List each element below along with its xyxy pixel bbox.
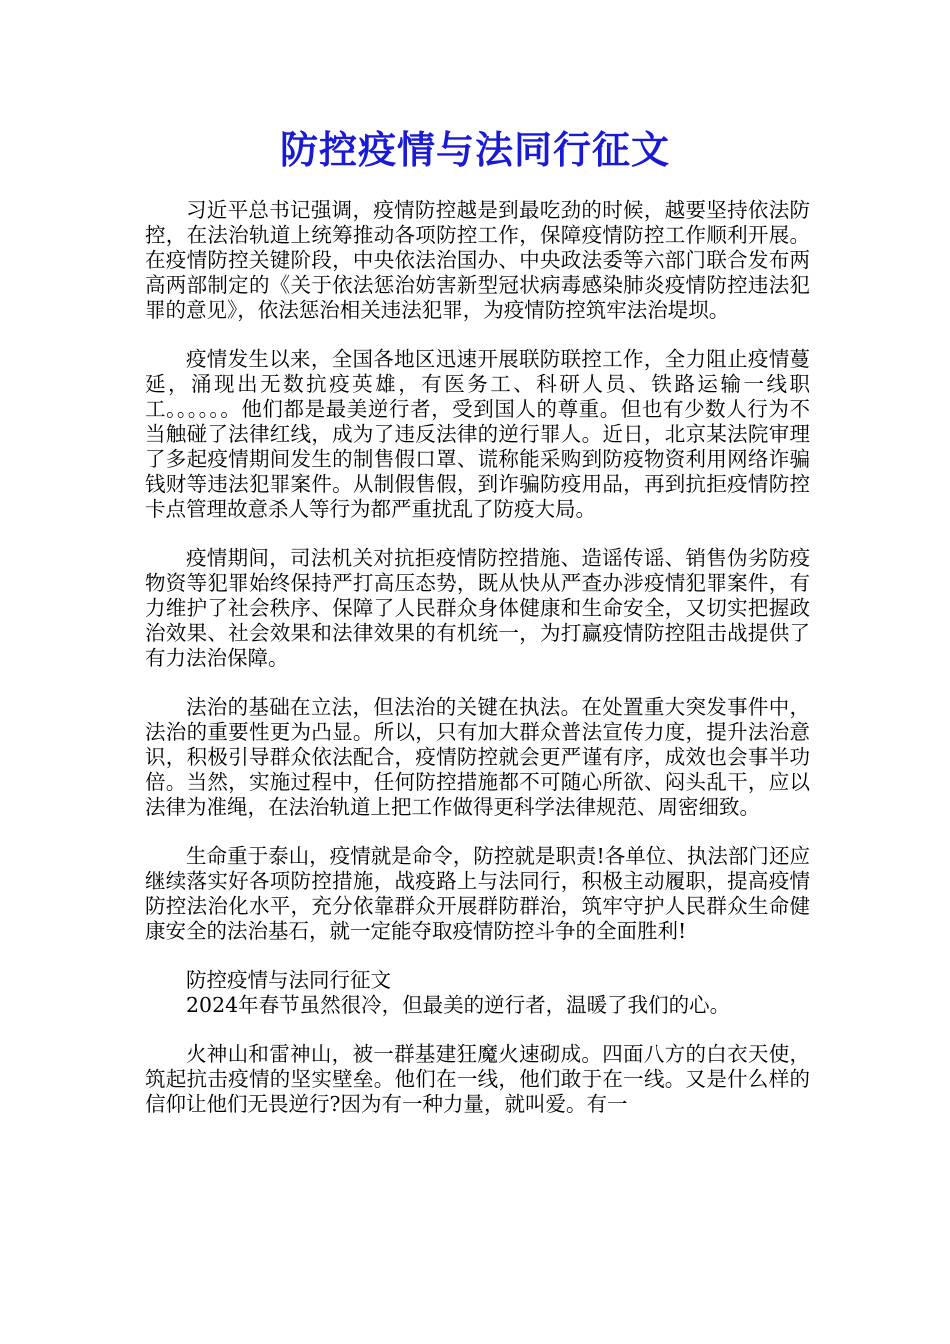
paragraph-4: 法治的基础在立法，但法治的关键在执法。在处置重大突发事件中，法治的重要性更为凸显。所以，只有加大群众普法宣传力度，提升法治意识，积极引导群众依法配合，疫情防控就会更严谨有序，成效也会事半功倍。当然，实施过程中，任何防控措施都不可随心所欲、闷头乱干，应以法律为准绳，在法治轨道上把工作做得更科学法律规范、周密细致。	[145, 695, 810, 819]
paragraph-6: 2024年春节虽然很冷，但最美的逆行者，温暖了我们的心。	[186, 993, 731, 1017]
section-heading: 防控疫情与法同行征文	[186, 968, 391, 992]
paragraph-3: 疫情期间，司法机关对抗拒疫情防控措施、造谣传谣、销售伪劣防疫物资等犯罪始终保持严打高压态势，既从快从严查办涉疫情犯罪案件，有力维护了社会秩序、保障了人民群众身体健康和生命安全，又切实把握政治效果、社会效果和法律效果的有机统一，为打赢疫情防控阻击战提供了有力法治保障。	[145, 546, 810, 670]
document-title: 防控疫情与法同行征文	[279, 127, 670, 172]
paragraph-7: 火神山和雷神山，被一群基建狂魔火速砌成。四面八方的白衣天使，筑起抗击疫情的坚实壁垒。他们在一线，他们敢于在一线。又是什么样的信仰让他们无畏逆行?因为有一种力量，就叫爱。有一	[145, 1042, 810, 1116]
document-body	[145, 198, 810, 1141]
paragraph-5: 生命重于泰山，疫情就是命令，防控就是职责!各单位、执法部门还应继续落实好各项防控措施，战疫路上与法同行，积极主动履职，提高疫情防控法治化水平，充分依靠群众开展群防群治，筑牢守护人民群众生命健康安全的法治基石，就一定能夺取疫情防控斗争的全面胜利!	[145, 844, 810, 943]
paragraph-1: 习近平总书记强调，疫情防控越是到最吃劲的时候，越要坚持依法防控，在法治轨道上统筹推动各项防控工作，保障疫情防控工作顺利开展。在疫情防控关键阶段，中央依法治国办、中央政法委等六部门联合发布两高两部制定的《关于依法惩治妨害新型冠状病毒感染肺炎疫情防控违法犯罪的意见》，依法惩治相关违法犯罪，为疫情防控筑牢法治堤坝。	[145, 198, 810, 322]
paragraph-2: 疫情发生以来，全国各地区迅速开展联防联控工作，全力阻止疫情蔓延，涌现出无数抗疫英雄，有医务工、科研人员、铁路运输一线职工。。。。。。他们都是最美逆行者，受到国人的尊重。但也有少数人行为不当触碰了法律红线，成为了违反法律的逆行罪人。近日，北京某法院审理了多起疫情期间发生的制售假口罩、谎称能采购到防疫物资利用网络诈骗钱财等违法犯罪案件。从制假售假，到诈骗防疫用品，再到抗拒疫情防控卡点管理故意杀人等行为都严重扰乱了防疫大局。	[145, 347, 810, 521]
